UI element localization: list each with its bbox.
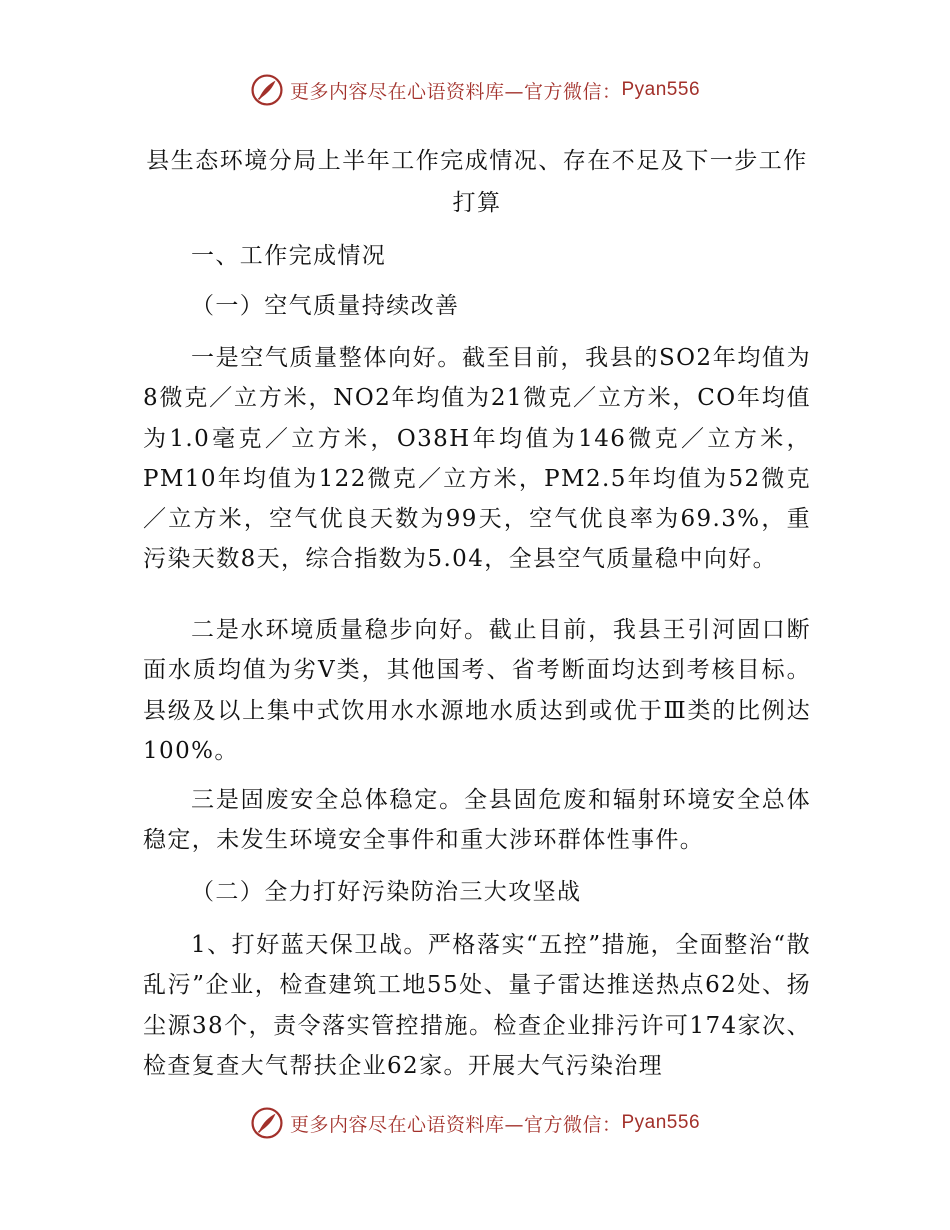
paragraph-air-quality: 一是空气质量整体向好。截至目前，我县的SO2年均值为8微克／立方米，NO2年均值为21微克／立方米，CO年均值为1.0毫克／立方米，O38H年均值为146微克／立方米，PM10年均值为122微克／立方米，PM2.5年均值为52微克／立方米，空气优良天数为99天，空气优良率为69.3%，重污染天数8天，综合指数为5.04，全县空气质量稳中向好。 <box>143 345 811 573</box>
banner-text: 更多内容尽在心语资料库—官方微信： <box>289 1113 622 1136</box>
subsection-heading: （一）空气质量持续改善 <box>191 293 460 319</box>
banner-wechat-id: Pyan556 <box>621 79 701 100</box>
banner-text: 更多内容尽在心语资料库—官方微信： <box>289 80 622 103</box>
paragraph-water-quality: 二是水环境质量稳步向好。截止目前，我县王引河固口断面水质均值为劣Ⅴ类，其他国考、省考断面均达到考核目标。县级及以上集中式饮用水水源地水质达到或优于Ⅲ类的比例达100%。 <box>143 617 811 764</box>
paragraph-solid-waste: 三是固废安全总体稳定。全县固危废和辐射环境安全总体稳定，未发生环境安全事件和重大涉环群体性事件。 <box>143 787 811 854</box>
footer-watermark-banner <box>0 1103 950 1143</box>
feather-pen-logo-icon <box>250 1106 284 1140</box>
document-title: 县生态环境分局上半年工作完成情况、存在不足及下一步工作打算 <box>146 148 808 216</box>
subsection-heading: （二）全力打好污染防治三大攻坚战 <box>191 879 582 905</box>
feather-pen-logo-icon <box>250 73 284 107</box>
section-heading: 一、工作完成情况 <box>191 243 387 269</box>
banner-wechat-id: Pyan556 <box>621 1112 701 1133</box>
paragraph-blue-sky: 1、打好蓝天保卫战。严格落实“五控”措施，全面整治“散乱污”企业，检查建筑工地55处、量子雷达推送热点62处、扬尘源38个，责令落实管控措施。检查企业排污许可174家次、检查复查大气帮扶企业62家。开展大气污染治理 <box>143 932 811 1079</box>
header-watermark-banner <box>0 70 950 110</box>
